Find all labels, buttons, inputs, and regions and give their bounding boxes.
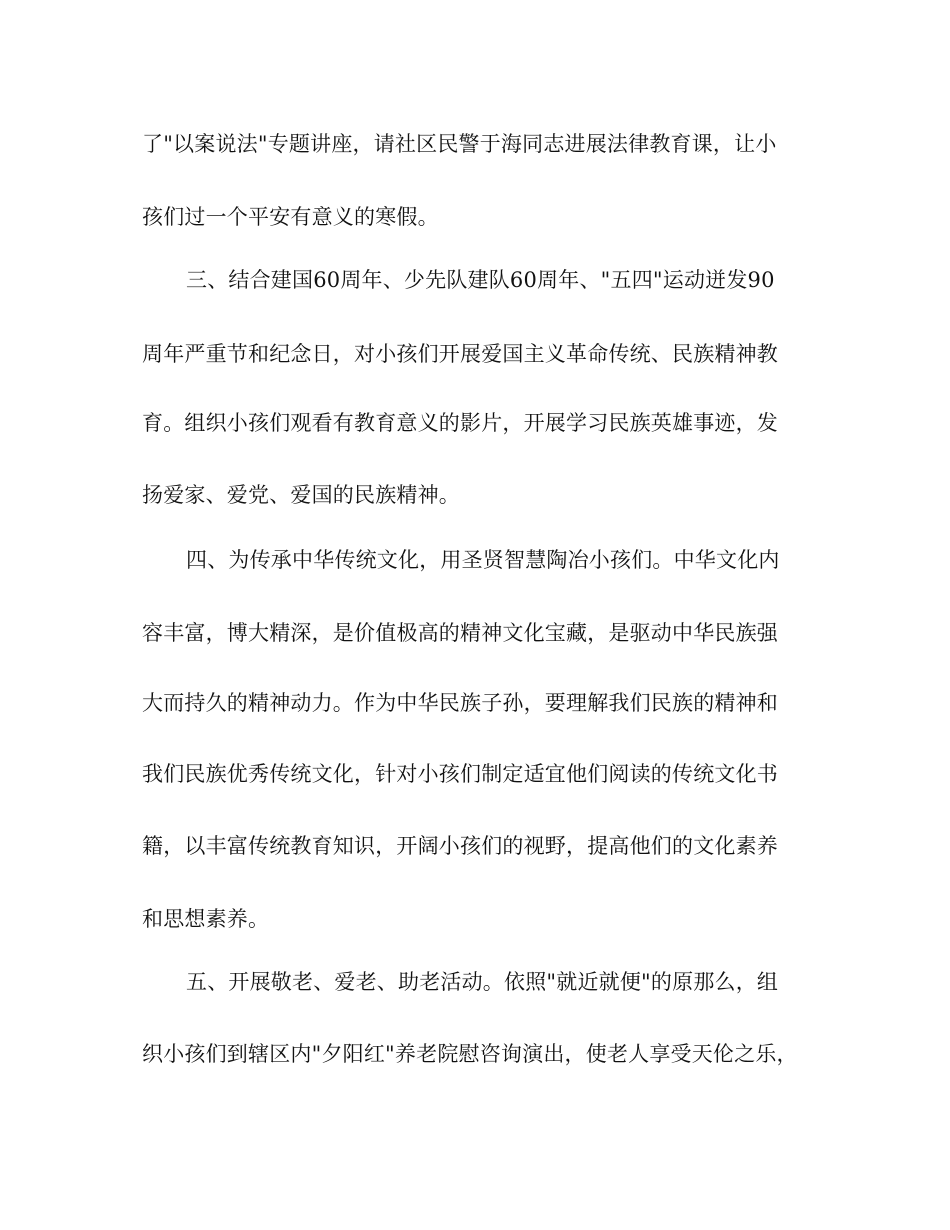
paragraph-3-line-2: 周年严重节和纪念日，对小孩们开展爱国主义革命传统、民族精神教 [142,342,778,366]
paragraph-4-line-6: 和思想素养。 [142,907,270,931]
text-line-2: 孩们过一个平安有意义的寒假。 [142,205,439,229]
paragraph-3-line-1: 三、结合建国60周年、少先队建队60周年、"五四"运动迸发90 [186,268,775,292]
paragraph-4-line-5: 籍，以丰富传统教育知识，开阔小孩们的视野，提高他们的文化素养 [142,834,778,858]
paragraph-3-line-3: 育。组织小孩们观看有教育意义的影片，开展学习民族英雄事迹，发 [142,411,778,435]
paragraph-4-line-4: 我们民族优秀传统文化，针对小孩们制定适宜他们阅读的传统文化书 [142,762,778,786]
text-line-1: 了"以案说法"专题讲座，请社区民警于海同志进展法律教育课，让小 [142,132,777,156]
paragraph-4-line-1: 四、为传承中华传统文化，用圣贤智慧陶冶小孩们。中华文化内 [186,548,780,572]
paragraph-4-line-2: 容丰富，博大精深，是价值极高的精神文化宝藏，是驱动中华民族强 [142,621,778,645]
paragraph-5-line-2: 织小孩们到辖区内"夕阳红"养老院慰咨询演出，使老人享受天伦之乐， [142,1042,798,1066]
paragraph-4-line-3: 大而持久的精神动力。作为中华民族子孙，要理解我们民族的精神和 [142,691,778,715]
paragraph-3-line-4: 扬爱家、爱党、爱国的民族精神。 [142,483,460,507]
paragraph-5-line-1: 五、开展敬老、爱老、助老活动。依照"就近就便"的原那么，组 [186,970,779,994]
